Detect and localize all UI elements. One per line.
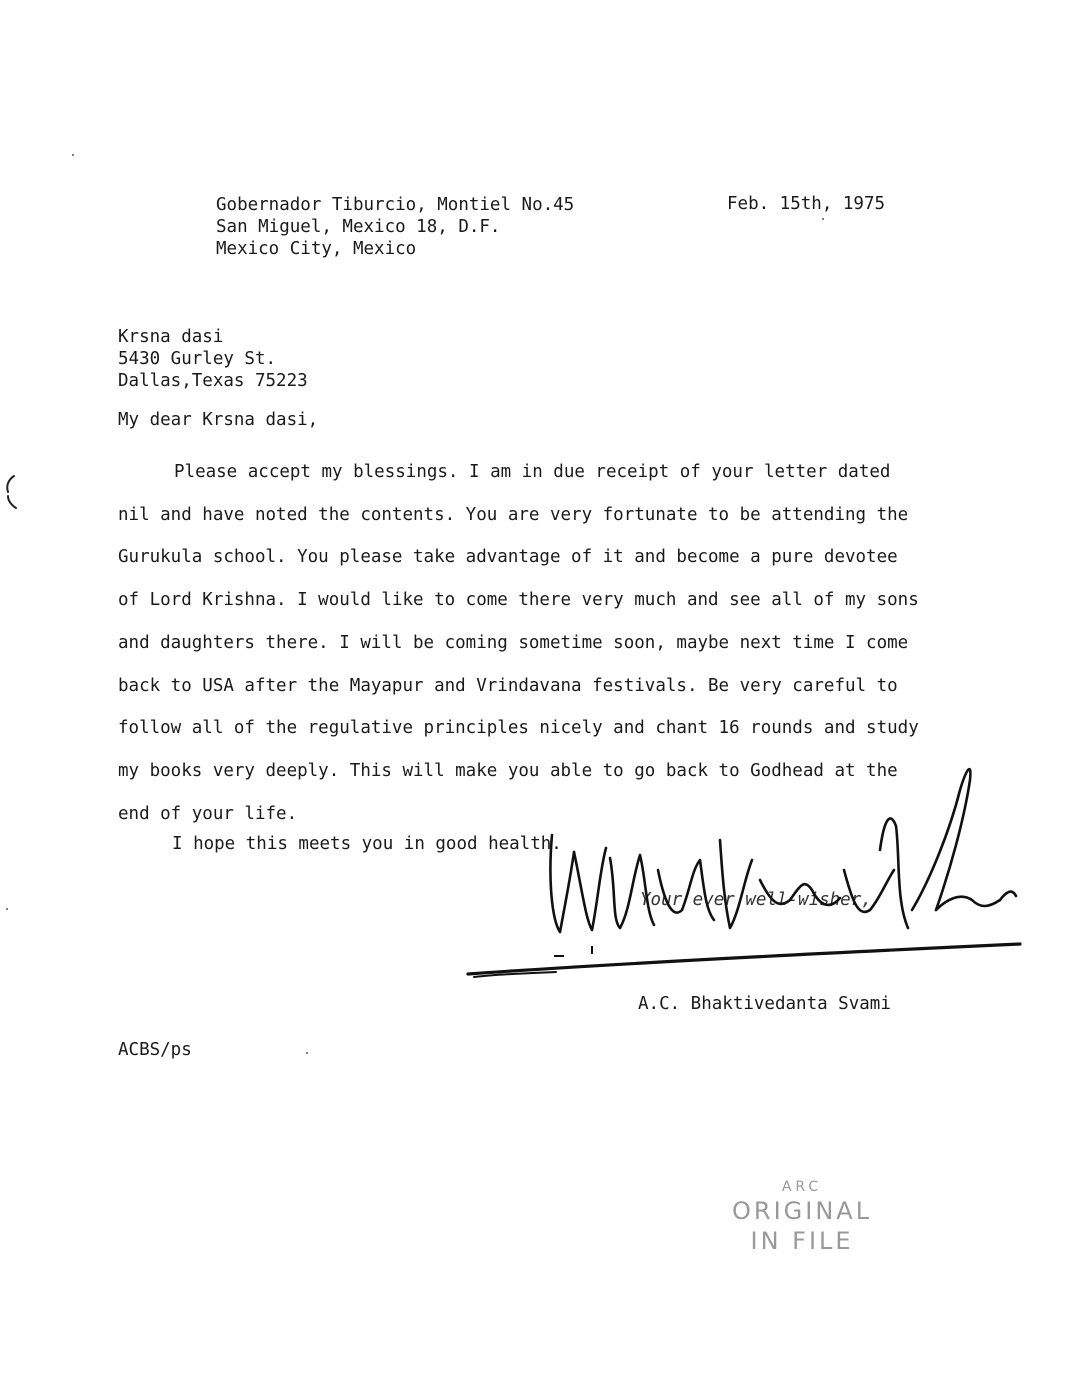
salutation: My dear Krsna dasi, [118,410,319,430]
sender-address-line: San Miguel, Mexico 18, D.F. [216,217,501,237]
stamp-line: ORIGINAL [732,1197,873,1225]
body-line: and daughters there. I will be coming sometime soon, maybe next time I come [118,632,909,653]
stamp-line: ARC [781,1179,823,1195]
body-line: Please accept my blessings. I am in due receipt of your letter dated [174,462,891,482]
recipient-address-line: Krsna dasi [118,327,224,347]
signer-name: A.C. Bhaktivedanta Svami [638,994,891,1014]
stamp-line: IN FILE [750,1227,854,1255]
margin-bracket-mark [0,470,30,520]
body-line: follow all of the regulative principles nicely and chant 16 rounds and study [118,718,919,739]
scan-speck [822,218,824,220]
recipient-address [118,326,308,392]
body-line: back to USA after the Mayapur and Vrindavana festivals. Be very careful to [118,675,898,696]
recipient-address-line: Dallas,Texas 75223 [118,371,308,391]
letter-date: Feb. 15th, 1975 [727,194,886,214]
body-line: Gurukula school. You please take advantage of it and become a pure devotee [118,547,898,568]
body-line: my books very deeply. This will make you able to go back to Godhead at the [118,760,898,781]
body-line: end of your life. [118,803,298,824]
original-in-file-stamp [732,1178,872,1256]
closing-line: I hope this meets you in good health. [172,834,562,854]
sender-address-line: Mexico City, Mexico [216,239,417,259]
scan-speck [72,154,74,156]
typist-initials: ACBS/ps [118,1040,192,1060]
signoff: Your ever well-wisher, [640,890,872,910]
handwritten-signature [460,760,1040,990]
scan-speck [306,1052,308,1054]
scan-speck [6,908,8,910]
sender-address [216,194,574,260]
sender-address-line: Gobernador Tiburcio, Montiel No.45 [216,195,575,215]
recipient-address-line: 5430 Gurley St. [118,349,277,369]
body-line: of Lord Krishna. I would like to come there very much and see all of my sons [118,590,919,611]
body-line: nil and have noted the contents. You are very fortunate to be attending the [118,504,909,525]
